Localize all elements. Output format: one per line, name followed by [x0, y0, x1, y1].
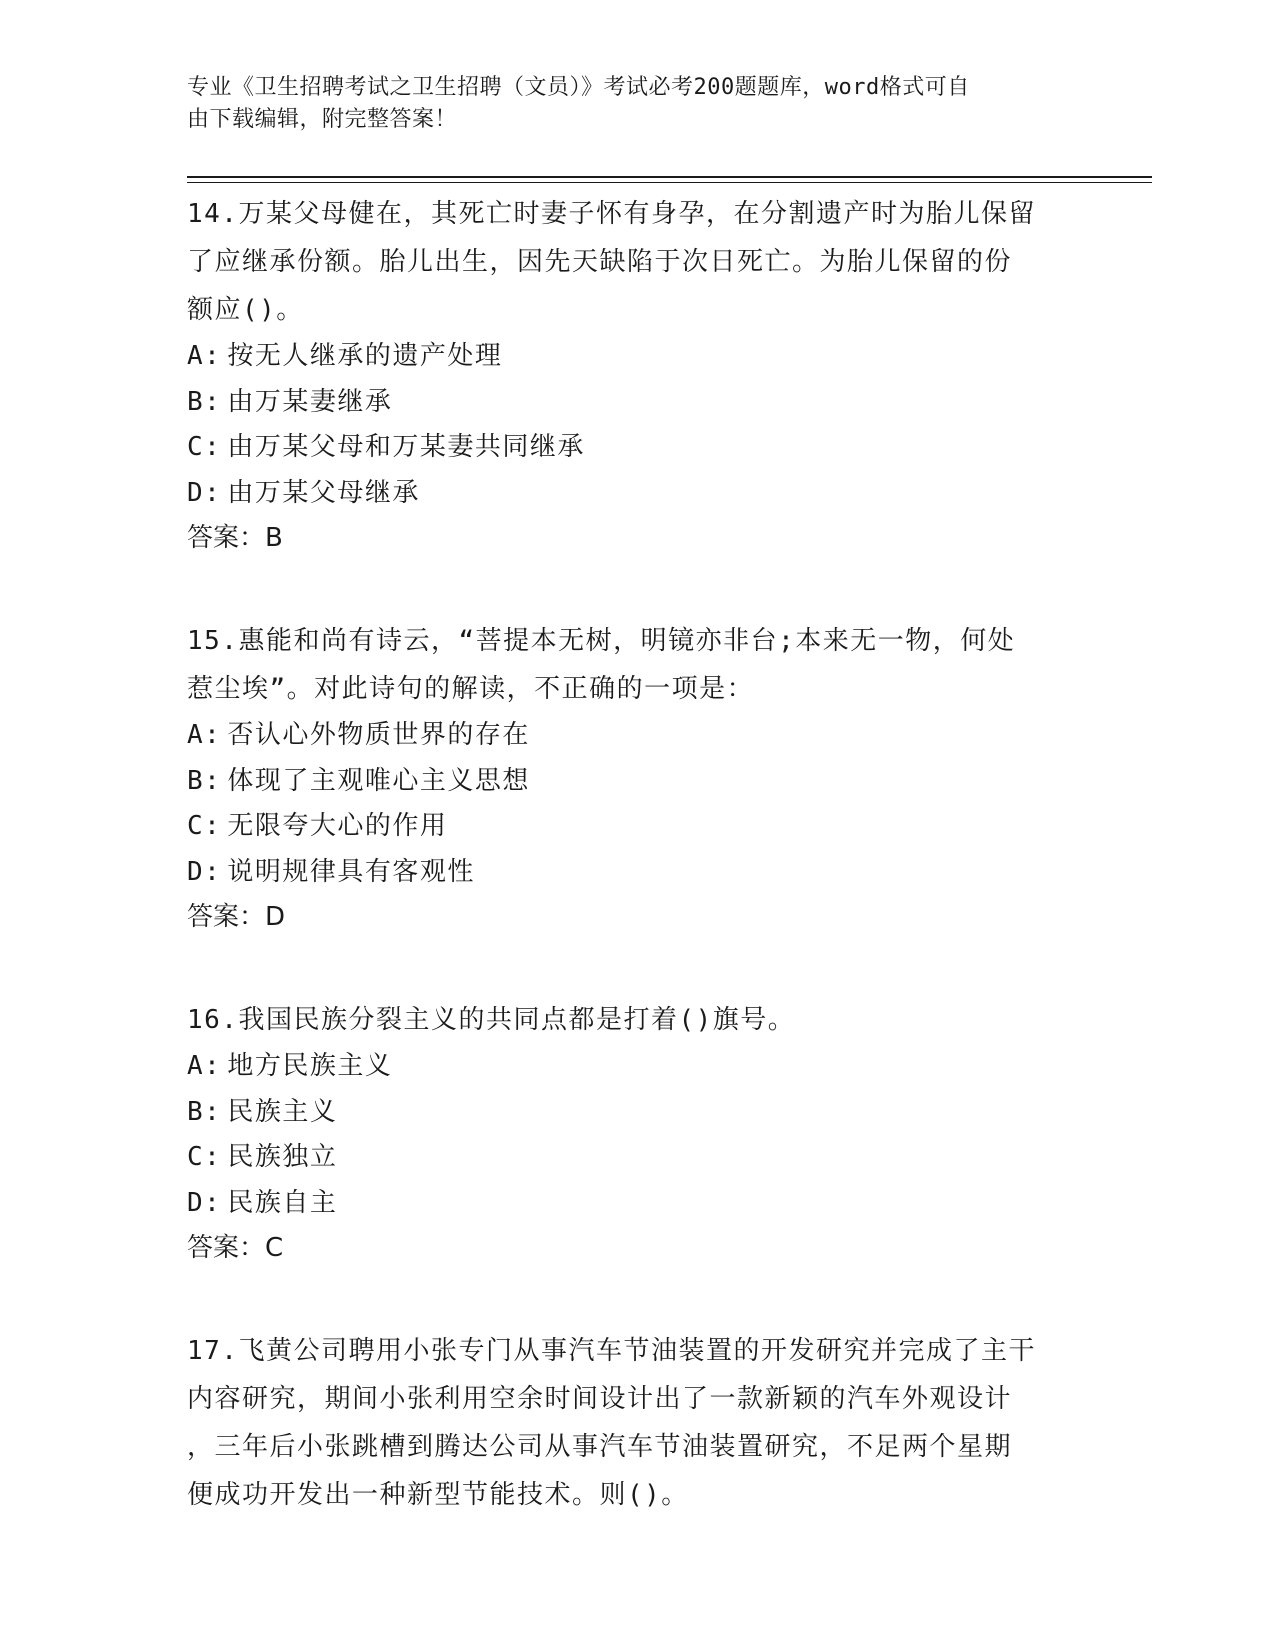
- option-d: [187, 1181, 1087, 1227]
- question-text: [187, 190, 1087, 334]
- question-16: [187, 996, 1087, 1271]
- option-a: [187, 334, 1087, 380]
- option-text: 否认心外物质世界的存在: [227, 720, 530, 750]
- option-letter: D:: [187, 856, 222, 887]
- question-text: [187, 1327, 1087, 1519]
- option-b: [187, 1090, 1087, 1136]
- header-line-1: 专业《卫生招聘考试之卫生招聘（文员）》考试必考200题题库，word格式可自: [187, 75, 970, 100]
- option-text: 无限夸大心的作用: [227, 811, 448, 841]
- option-text: 由万某父母继承: [227, 477, 420, 508]
- option-text: 民族独立: [227, 1142, 338, 1172]
- option-text: 民族自主: [227, 1187, 338, 1218]
- option-d: [187, 850, 1087, 896]
- question-line: 15.惠能和尚有诗云，“菩提本无树，明镜亦非台;本来无一物，何处: [187, 626, 1016, 656]
- option-text: 民族主义: [227, 1096, 338, 1127]
- option-b: [187, 759, 1087, 805]
- answer-label: 答案：B: [187, 523, 283, 553]
- question-line: 17.飞黄公司聘用小张专门从事汽车节油装置的开发研究并完成了主干: [187, 1336, 1036, 1366]
- header-line-2: 由下载编辑，附完整答案！: [187, 107, 458, 132]
- question-line: 16.我国民族分裂主义的共同点都是打着()旗号。: [187, 1005, 796, 1035]
- option-d: [187, 471, 1087, 517]
- document-header: [187, 72, 1067, 136]
- option-text: 由万某父母和万某妻共同继承: [227, 432, 585, 462]
- question-line: 内容研究，期间小张利用空余时间设计出了一款新颖的汽车外观设计: [187, 1384, 1013, 1414]
- option-text: 地方民族主义: [227, 1051, 393, 1081]
- question-line: 便成功开发出一种新型节能技术。则()。: [187, 1480, 689, 1510]
- option-a: [187, 1044, 1087, 1090]
- option-letter: D:: [187, 1187, 222, 1218]
- answer-label: 答案：D: [187, 902, 286, 932]
- option-text: 按无人继承的遗产处理: [227, 341, 503, 371]
- question-list: [187, 190, 1087, 1575]
- option-letter: C:: [187, 811, 222, 841]
- option-letter: D:: [187, 477, 222, 508]
- option-b: [187, 380, 1087, 426]
- option-letter: C:: [187, 1142, 222, 1172]
- question-17: [187, 1327, 1087, 1519]
- question-line: 14.万某父母健在，其死亡时妻子怀有身孕，在分割遗产时为胎儿保留: [187, 199, 1036, 229]
- question-line: ，三年后小张跳槽到腾达公司从事汽车节油装置研究，不足两个星期: [187, 1432, 1013, 1462]
- option-c: [187, 804, 1087, 850]
- option-letter: B:: [187, 1096, 222, 1127]
- question-line: 了应继承份额。胎儿出生，因先天缺陷于次日死亡。为胎儿保留的份: [187, 247, 1013, 277]
- option-letter: B:: [187, 386, 222, 417]
- question-14: [187, 190, 1087, 561]
- header-divider-thick: [187, 176, 1152, 178]
- option-letter: A:: [187, 720, 222, 750]
- option-c: [187, 425, 1087, 471]
- option-a: [187, 713, 1087, 759]
- question-line: 惹尘埃”。对此诗句的解读，不正确的一项是：: [187, 674, 755, 704]
- question-15: [187, 617, 1087, 940]
- option-letter: A:: [187, 341, 222, 371]
- option-c: [187, 1135, 1087, 1181]
- question-text: [187, 617, 1087, 713]
- answer-label: 答案：C: [187, 1233, 284, 1263]
- question-text: [187, 996, 1087, 1044]
- option-text: 体现了主观唯心主义思想: [227, 765, 530, 796]
- question-line: 额应()。: [187, 295, 304, 325]
- option-letter: C:: [187, 432, 222, 462]
- option-text: 说明规律具有客观性: [227, 856, 475, 887]
- header-divider-thin: [187, 182, 1152, 183]
- option-text: 由万某妻继承: [227, 386, 393, 417]
- option-letter: A:: [187, 1051, 222, 1081]
- option-letter: B:: [187, 765, 222, 796]
